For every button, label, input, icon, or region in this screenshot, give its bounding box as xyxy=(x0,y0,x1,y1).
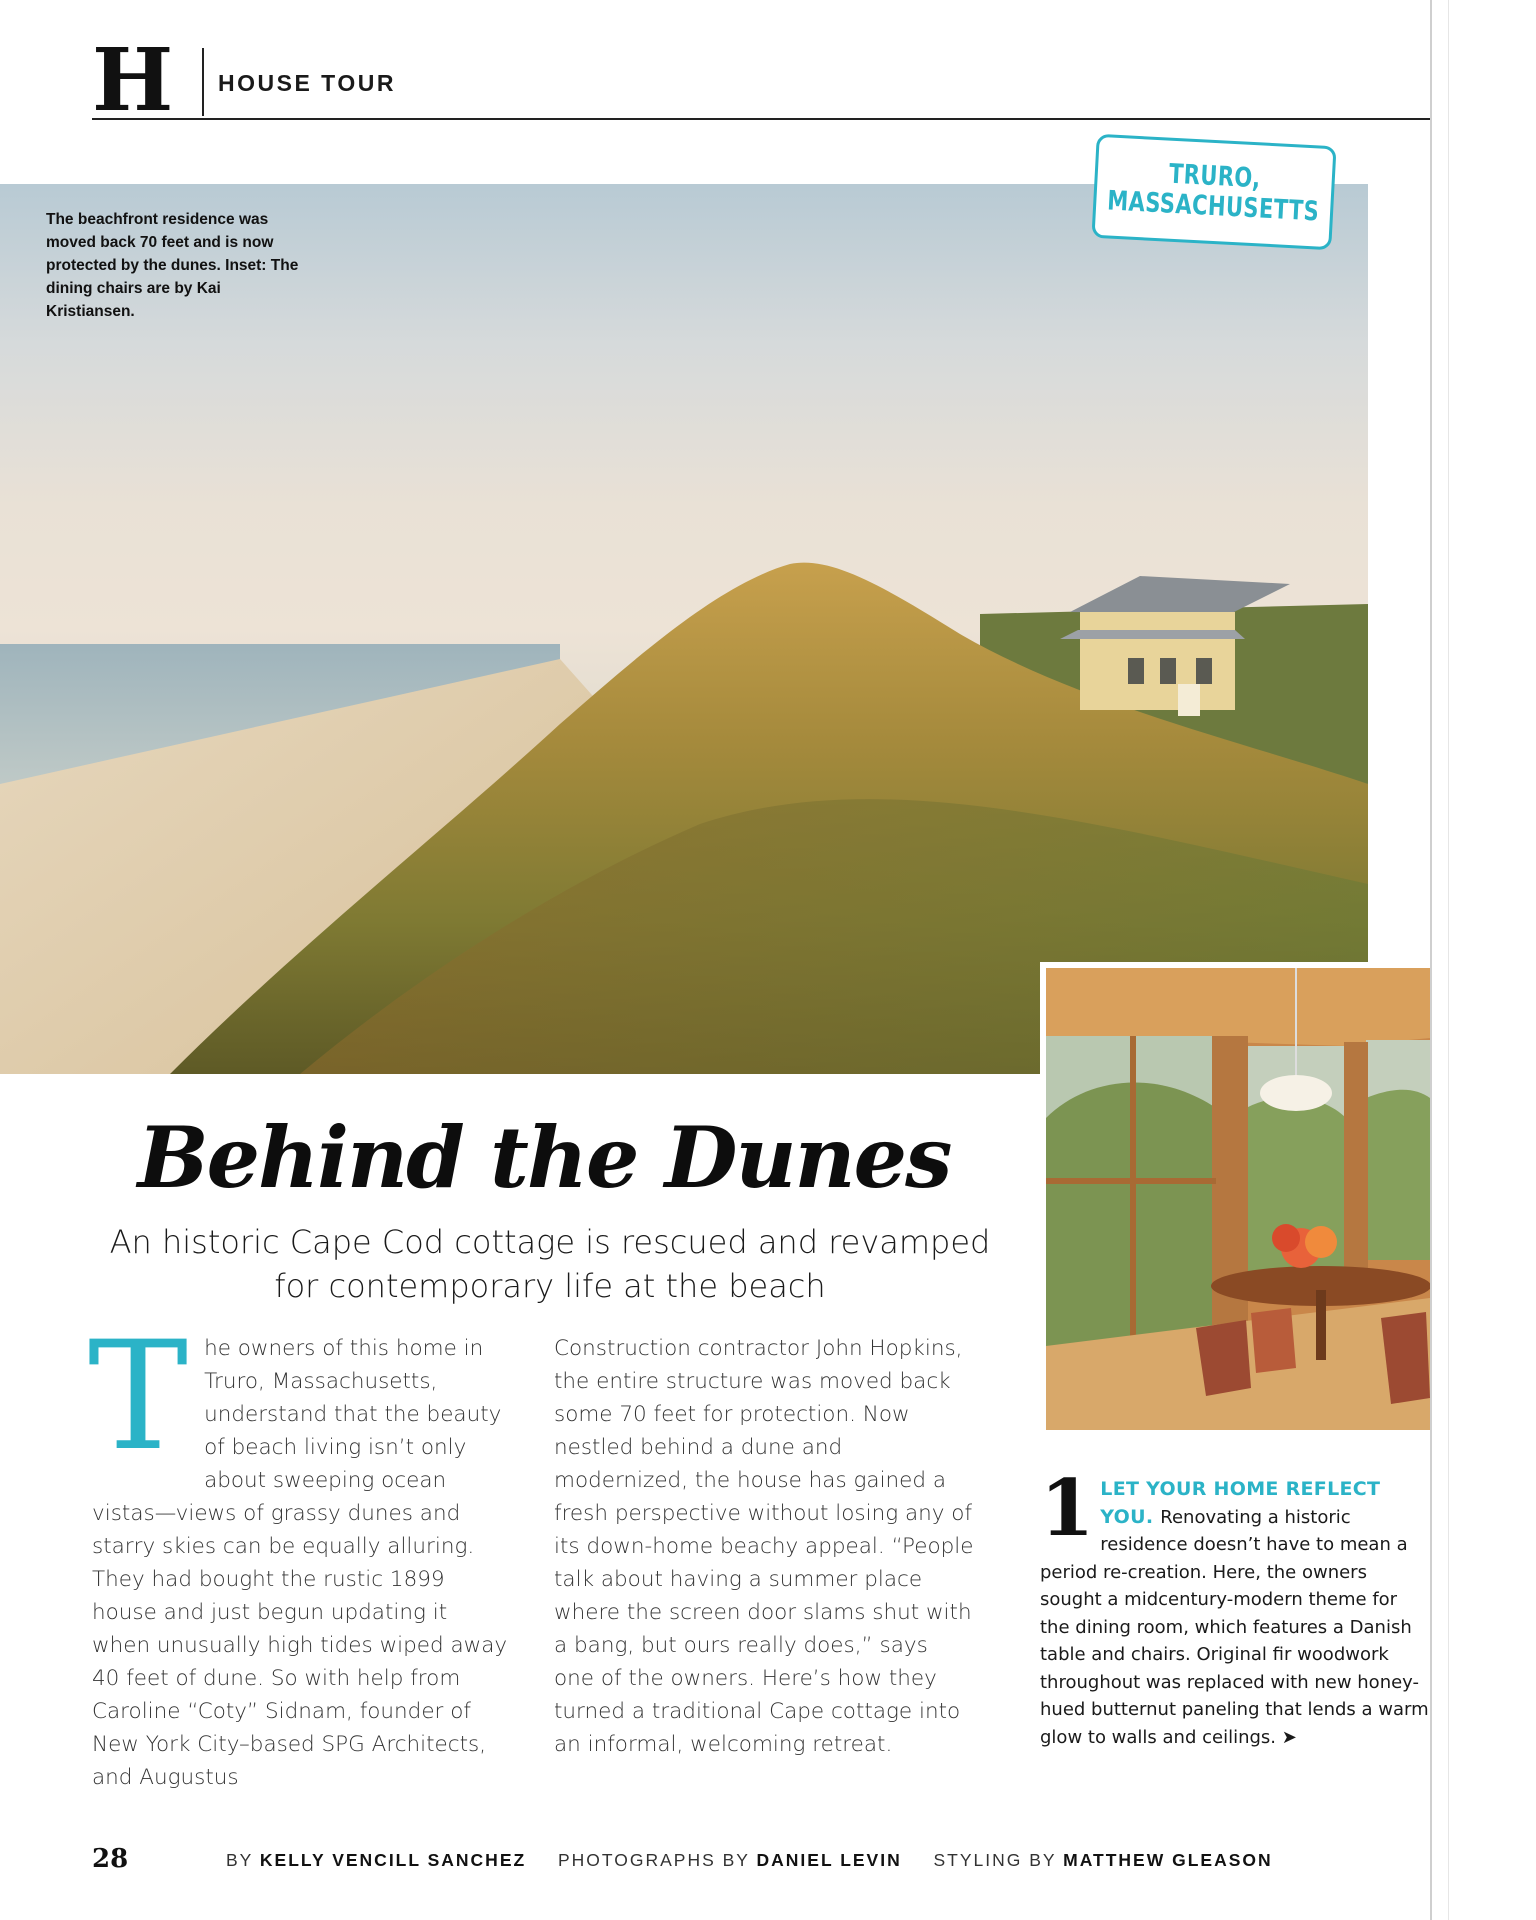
location-label: TRURO, MASSACHUSETTS xyxy=(1106,158,1320,228)
page-edge-rule xyxy=(1430,0,1432,1920)
tip-box xyxy=(1040,1463,1430,1751)
page-header xyxy=(92,30,1430,131)
credits-line xyxy=(226,1850,1273,1871)
location-stamp xyxy=(1091,134,1336,250)
body-text-1: he owners of this home in Truro, Massachusetts, understand that the beauty of beach living isn’t only about sweeping ocean vistas—views of grassy dunes and starry skies can be equally alluring. They had bought the rustic 1899 house and just begun updating it when unusually high tides wiped away 40 feet of dune. So with help from Caroline “Coty” Sidnam, founder of New York City–based SPG Architects, and Augustus xyxy=(92,1336,508,1790)
header-divider xyxy=(202,48,204,116)
page-edge-rule-secondary xyxy=(1448,0,1449,1920)
hero-photo xyxy=(0,184,1368,1074)
author-name: KELLY VENCILL SANCHEZ xyxy=(259,1850,527,1870)
article-subhead: An historic Cape Cod cottage is rescued and revamped for contemporary life at the beach xyxy=(109,1223,991,1305)
magazine-logo: H xyxy=(92,30,170,131)
dining-room-illustration xyxy=(1046,968,1430,1430)
continue-arrow-icon: ➤ xyxy=(1281,1726,1297,1748)
tip-number: 1 xyxy=(1040,1463,1095,1554)
photos-label: PHOTOGRAPHS BY xyxy=(557,1850,757,1870)
body-column-1 xyxy=(88,1310,512,1794)
article-headline: Behind the Dunes xyxy=(137,1108,951,1207)
section-label: HOUSE TOUR xyxy=(218,70,396,96)
photographer-name: DANIEL LEVIN xyxy=(756,1850,902,1870)
tip-heading: LET YOUR HOME REFLECT YOU. xyxy=(1100,1478,1381,1528)
inset-photo-dining-room xyxy=(1040,962,1430,1430)
body-text-2: Construction contractor John Hopkins, the entire structure was moved back some 70 feet for protection. Now nestled behind a dune and modernized, the house has gained a fresh perspective without losing any of its down-home beachy appeal. “People talk about having a summer place where the screen door slams shut with a bang, but ours really does,” says one of the owners. Here’s how they turned a traditional Cape cottage into an informal, welcoming retreat. xyxy=(554,1336,974,1757)
drop-cap: T xyxy=(88,1310,189,1484)
hero-caption: The beachfront residence was moved back 70 feet and is now protected by the dunes. Inset: The dining chairs are by Kai Kristiansen. xyxy=(46,211,299,320)
stylist-name: MATTHEW GLEASON xyxy=(1063,1850,1273,1870)
by-label: BY xyxy=(226,1850,260,1870)
body-column-2 xyxy=(554,1332,974,1761)
page-number: 28 xyxy=(92,1844,129,1874)
tip-body: Renovating a historic residence doesn’t have to mean a period re-creation. Here, the owners sought a midcentury-modern theme for the dining room, which features a Danish table and chairs. Original fir woodwork throughout was replaced with new honey-hued butternut paneling that lends a warm glow to walls and ceilings. xyxy=(1040,1506,1429,1748)
styling-label: STYLING BY xyxy=(933,1850,1064,1870)
